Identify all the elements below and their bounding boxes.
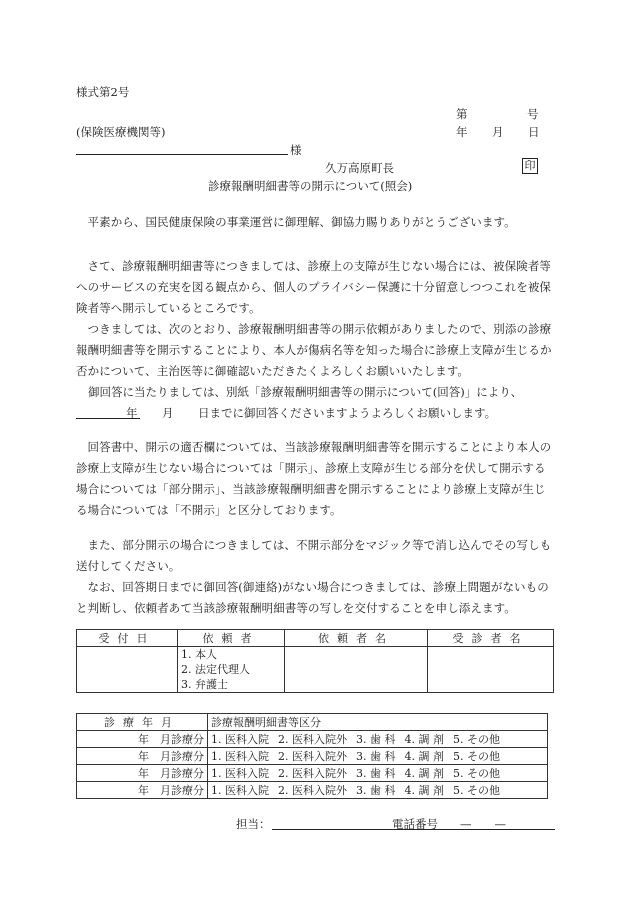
category-option: 2. 医科入院外 [278, 750, 347, 763]
category-option: 4. 調 剤 [404, 750, 444, 763]
recipient-label: (保険医療機関等) [76, 125, 166, 139]
document-title: 診療報酬明細書等の開示について(照会) [208, 179, 413, 193]
category-option: 2. 医科入院外 [278, 733, 347, 746]
requester-option: 3. 弁護士 [181, 678, 228, 691]
requester-options-cell [178, 647, 285, 693]
date-month: 月 [492, 125, 504, 139]
header-category: 診療報酬明細書等区分 [208, 714, 548, 731]
category-option: 1. 医科入院 [211, 750, 269, 763]
patient-name-cell[interactable] [428, 647, 554, 693]
claims-table [76, 713, 548, 799]
paragraph-1-text: 平素から、国民健康保険の事業運営に御理解、御協力賜りありがとうございます。 [87, 215, 516, 229]
header-treatment-month: 診療年月 [77, 714, 208, 731]
paragraph-5 [76, 437, 554, 521]
paragraph-6-text: また、部分開示の場合につきましては、不開示部分をマジック等で消し込んでその写しも送付してください。 [76, 538, 552, 573]
paragraph-3-text: つきましては、次のとおり、診療報酬明細書等の開示依頼がありましたので、別添の診療報酬明細書等を開示することにより、本人が傷病名等を知った場合に診療上支障が生じるか否かについて、主治医等に御確認いただきたくよろしくお願いいたします。 [76, 322, 552, 378]
header-requester-name: 依頼者名 [285, 630, 428, 647]
requester-name-cell[interactable] [285, 647, 428, 693]
paragraph-block-2 [76, 256, 554, 382]
contact-label: 担当： [236, 817, 271, 831]
requester-option: 1. 本人 [181, 648, 217, 661]
category-options-cell [208, 765, 548, 782]
category-option: 1. 医科入院 [211, 733, 269, 746]
category-option: 1. 医科入院 [211, 784, 269, 797]
treatment-month-cell: 年 月診療分 [77, 765, 208, 782]
paragraph-4a-text: 御回答に当たりましては、別紙「診療報酬明細書等の開示について(回答)」により、 [88, 385, 523, 399]
paragraph-5-text: 回答書中、開示の適否欄については、当該診療報酬明細書等を開示することにより本人の診療上支障が生じない場合については「開示」、診療上支障が生じる部分を伏して開示する場合については「部分開示」、当該診療報酬明細書を開示することにより診療上支障が生じる場合については「不開示」と区分しております。 [76, 440, 552, 517]
deadline-year: 年 [126, 406, 138, 420]
paragraph-4b-text: 日までに御回答くださいますようよろしくお願いします。 [198, 406, 497, 420]
category-option: 5. その他 [453, 750, 500, 763]
paragraph-7-text: なお、回答期日までに御回答(御連絡)がない場合につきましては、診療上問題がないものと判断し、依頼者あて当該診療報酬明細書等の写しを交付することを申し添えます。 [76, 580, 549, 615]
category-options-cell [208, 782, 548, 799]
category-option: 3. 歯 科 [356, 784, 396, 797]
sender-name: 久万高原町長 [325, 161, 394, 175]
category-option: 5. その他 [453, 767, 500, 780]
phone-label: 電話番号 [392, 817, 438, 831]
treatment-month-cell: 年 月診療分 [77, 731, 208, 748]
addressee-suffix: 様 [290, 143, 302, 157]
request-table [76, 629, 554, 693]
treatment-month-cell: 年 月診療分 [77, 748, 208, 765]
category-option: 4. 調 剤 [404, 767, 444, 780]
deadline-month: 月 [162, 406, 174, 420]
receipt-date-cell[interactable] [77, 647, 178, 693]
category-option: 2. 医科入院外 [278, 767, 347, 780]
paragraph-1 [76, 212, 554, 233]
date-day: 日 [528, 125, 540, 139]
paragraph-block-6 [76, 535, 554, 619]
category-option: 5. その他 [453, 784, 500, 797]
form-number: 様式第2号 [76, 85, 130, 99]
category-option: 1. 医科入院 [211, 767, 269, 780]
category-option: 2. 医科入院外 [278, 784, 347, 797]
category-option: 5. その他 [453, 733, 500, 746]
category-option: 3. 歯 科 [356, 767, 396, 780]
phone-dashes: — — [460, 817, 506, 831]
category-option: 3. 歯 科 [356, 733, 396, 746]
paragraph-2-text: さて、診療報酬明細書等につきましては、診療上の支障が生じない場合には、被保険者等へのサービスの充実を図る観点から、個人のプライバシー保護に十分留意しつつこれを被保険者等へ開示しているところです。 [76, 259, 552, 315]
addressee-line [76, 154, 288, 155]
requester-option: 2. 法定代理人 [181, 663, 250, 676]
category-option: 4. 調 剤 [404, 784, 444, 797]
treatment-month-cell: 年 月診療分 [77, 782, 208, 799]
header-requester: 依頼者 [178, 630, 285, 647]
header-patient-name: 受診者名 [428, 630, 554, 647]
category-options-cell [208, 748, 548, 765]
date-year: 年 [456, 125, 468, 139]
doc-number-prefix: 第 [456, 107, 468, 121]
header-receipt-date: 受付日 [77, 630, 178, 647]
category-options-cell [208, 731, 548, 748]
doc-number-suffix: 号 [527, 107, 539, 121]
seal-mark: 印 [522, 158, 538, 174]
category-option: 3. 歯 科 [356, 750, 396, 763]
category-option: 4. 調 剤 [404, 733, 444, 746]
